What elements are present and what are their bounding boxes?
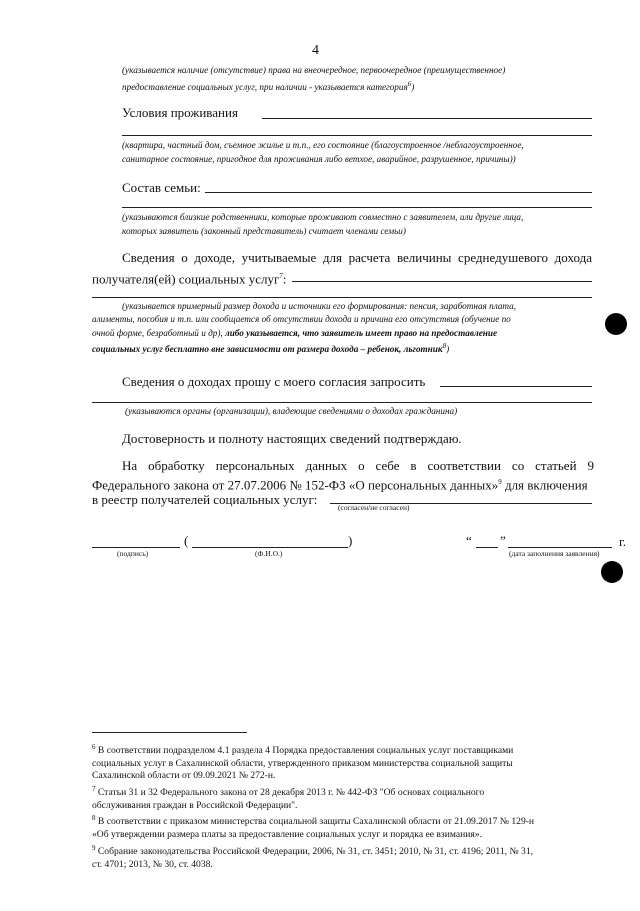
request-field-2[interactable] bbox=[92, 402, 592, 403]
priority-note-line2: предоставление социальных услуг, при наличии - указывается категория$^6$) bbox=[122, 79, 415, 92]
family-label: Состав семьи: bbox=[122, 180, 201, 195]
date-quote-open: “ bbox=[466, 533, 472, 548]
family-field-1[interactable] bbox=[205, 192, 592, 193]
fio-close-paren: ) bbox=[348, 533, 353, 548]
year-suffix: г. bbox=[619, 534, 627, 549]
income-field-2[interactable] bbox=[92, 297, 592, 298]
income-note-line1: (указывается примерный размер дохода и источники его формирования: пенсия, заработная плата, bbox=[122, 301, 517, 311]
signature-field[interactable] bbox=[92, 547, 180, 548]
footnote-8: $^8$ В соответствии с приказом министерства социальной защиты Сахалинской области от 21.09.2017 № 129-н «Об утверждении размера платы за предоставление социальных услуг и порядка ее взимания». bbox=[92, 814, 535, 841]
income-field-1[interactable] bbox=[292, 281, 592, 282]
punch-hole-top bbox=[605, 313, 627, 335]
signature-caption: (подпись) bbox=[117, 549, 149, 558]
family-note-line1: (указываются близкие родственники, которые проживают совместно с заявителем, или другие лица, bbox=[122, 212, 524, 222]
date-month-year-field[interactable] bbox=[508, 547, 612, 548]
living-label: Условия проживания bbox=[122, 105, 238, 120]
income-note-rest bbox=[92, 313, 597, 357]
living-note-line2: санитарное состояние, пригодное для проживания либо ветхое, аварийное, разрушенное, причины)) bbox=[122, 153, 516, 164]
living-note bbox=[122, 139, 524, 166]
request-note: (указываются органы (организации), владеющие сведениями о доходах гражданина) bbox=[125, 406, 458, 416]
footnote-7: $^7$ Статьи 31 и 32 Федерального закона от 28 декабря 2013 г. № 442-ФЗ "Об основах социального обслуживания граждан в Российской Федерации". bbox=[92, 784, 485, 811]
punch-hole-bottom bbox=[601, 561, 623, 583]
income-note-line3: очной форме, безработный и др), либо указывается, что заявитель имеет право на предоставление bbox=[92, 327, 498, 338]
request-label: Сведения о доходах прошу с моего согласия запросить bbox=[122, 374, 426, 389]
family-note bbox=[122, 211, 523, 238]
fio-field[interactable] bbox=[192, 547, 348, 548]
income-note-line2: алименты, пособия и т.п. или сообщается об отсутствии дохода и причина его отсутствия (обучение по bbox=[92, 314, 511, 324]
request-field-1[interactable] bbox=[440, 386, 592, 387]
consent-agree-caption: (согласен/не согласен) bbox=[338, 503, 410, 512]
footnote-9: $^9$ Собрание законодательства Российской Федерации, 2006, № 31, ст. 3451; 2010, № 31, ст. 4196; 2011, № 31, ст. 4701; 2013, № 30, ст. 4038. bbox=[92, 843, 534, 870]
living-field-2[interactable] bbox=[122, 135, 592, 136]
living-note-line1: (квартира, частный дом, съемное жилье и т.п., его состояние (благоустроенное /неблагоустроенное, bbox=[122, 140, 524, 150]
date-day-field[interactable] bbox=[476, 547, 498, 548]
income-note-line4: социальных услуг бесплатно вне зависимости от размера дохода – ребенок, льготник$^8$) bbox=[92, 342, 450, 355]
income-note bbox=[122, 300, 594, 314]
consent-line2: Федерального закона от 27.07.2006 № 152-ФЗ «О персональных данных»$^9$ для включения bbox=[92, 477, 588, 493]
fio-caption: (Ф.И.О.) bbox=[255, 549, 283, 558]
date-quote-close: ” bbox=[500, 533, 506, 548]
consent-line1: На обработку персональных данных о себе в соответствии со статьей 9 bbox=[122, 458, 594, 473]
income-line1: Сведения о доходе, учитываемые для расчета величины среднедушевого дохода bbox=[122, 250, 592, 265]
date-caption: (дата заполнения заявления) bbox=[509, 549, 600, 558]
family-field-2[interactable] bbox=[122, 207, 592, 208]
income-line2: получателя(ей) социальных услуг$^7$: bbox=[92, 271, 287, 287]
footnote-separator bbox=[92, 732, 247, 733]
fio-open-paren: ( bbox=[184, 533, 189, 548]
footnote-6: $^6$ В соответствии подразделом 4.1 раздела 4 Порядка предоставления социальных услуг поставщиками социальных услуг в Сахалинской области, утвержденного приказом министерства социальной защиты Сахалинской области от 09.09.2021 № 272-н. bbox=[92, 743, 514, 782]
confirm-text: Достоверность и полноту настоящих сведений подтверждаю. bbox=[122, 431, 462, 446]
family-note-line2: которых заявитель (законный представитель) считает членами семьи) bbox=[122, 225, 406, 236]
page-number: 4 bbox=[312, 43, 319, 58]
priority-note-line1: (указывается наличие (отсутствие) права на внеочередное, первоочередное (преимущественное) bbox=[122, 65, 506, 75]
priority-note bbox=[122, 64, 505, 94]
footnotes bbox=[92, 741, 596, 871]
living-field-1[interactable] bbox=[262, 118, 592, 119]
consent-line3: в реестр получателей социальных услуг: bbox=[92, 492, 318, 507]
